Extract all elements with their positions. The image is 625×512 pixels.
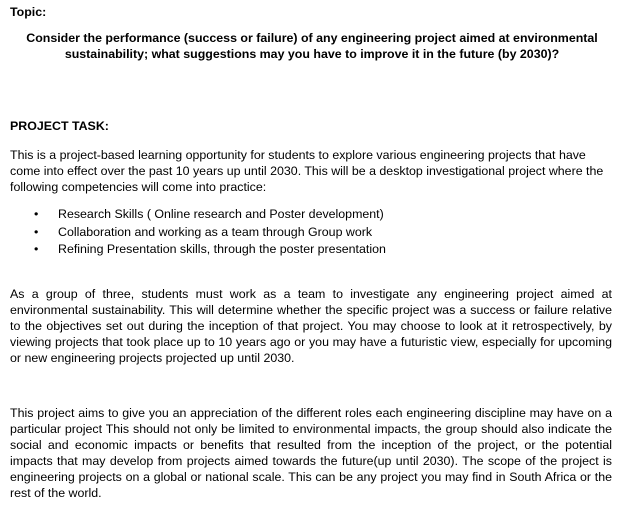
competency-item bbox=[10, 224, 386, 242]
group-work-paragraph: As a group of three, students must work as a team to investigate any engineering project aimed at environmental sustainability. This will determine whether the specific project was a success or failure relative to the objectives set out during the inception of that project. You may choose to look at it retrospectively, by viewing projects that took place up to 10 years ago or you may have a futuristic view, especially for upcoming or new engineering projects projected up until 2030. bbox=[10, 287, 612, 365]
competency-item bbox=[10, 206, 386, 224]
project-task-intro: This is a project-based learning opportunity for students to explore various engineering projects that have come into effect over the past 10 years up until 2030. This will be a desktop investigational project where the following competencies will come into practice: bbox=[10, 148, 604, 194]
competencies-list bbox=[10, 206, 386, 259]
competency-item bbox=[10, 241, 386, 259]
project-scope-paragraph: This project aims to give you an appreciation of the different roles each engineering discipline may have on a particular project This should not only be limited to environmental impacts, the group should also indicate the social and economic impacts or benefits that resulted from the inception of the project, or the potential impacts that may develop from projects aimed towards the future(up until 2030). The scope of the project is engineering projects on a global or national scale. This can be any project you may find in South Africa or the rest of the world. bbox=[10, 406, 612, 500]
bullet-icon: • bbox=[34, 207, 39, 221]
bullet-icon: • bbox=[34, 224, 39, 239]
project-task-heading: PROJECT TASK: bbox=[10, 119, 109, 133]
competency-text: Collaboration and working as a team through Group work bbox=[58, 224, 373, 239]
competency-text: Refining Presentation skills, through the poster presentation bbox=[58, 242, 386, 256]
bullet-icon: • bbox=[34, 242, 39, 256]
topic-title: Consider the performance (success or failure) of any engineering project aimed at environmental sustainability; what suggestions may you have to improve it in the future (by 2030)? bbox=[26, 31, 598, 61]
competency-text: Research Skills ( Online research and Poster development) bbox=[58, 207, 384, 221]
topic-label: Topic: bbox=[10, 5, 47, 19]
